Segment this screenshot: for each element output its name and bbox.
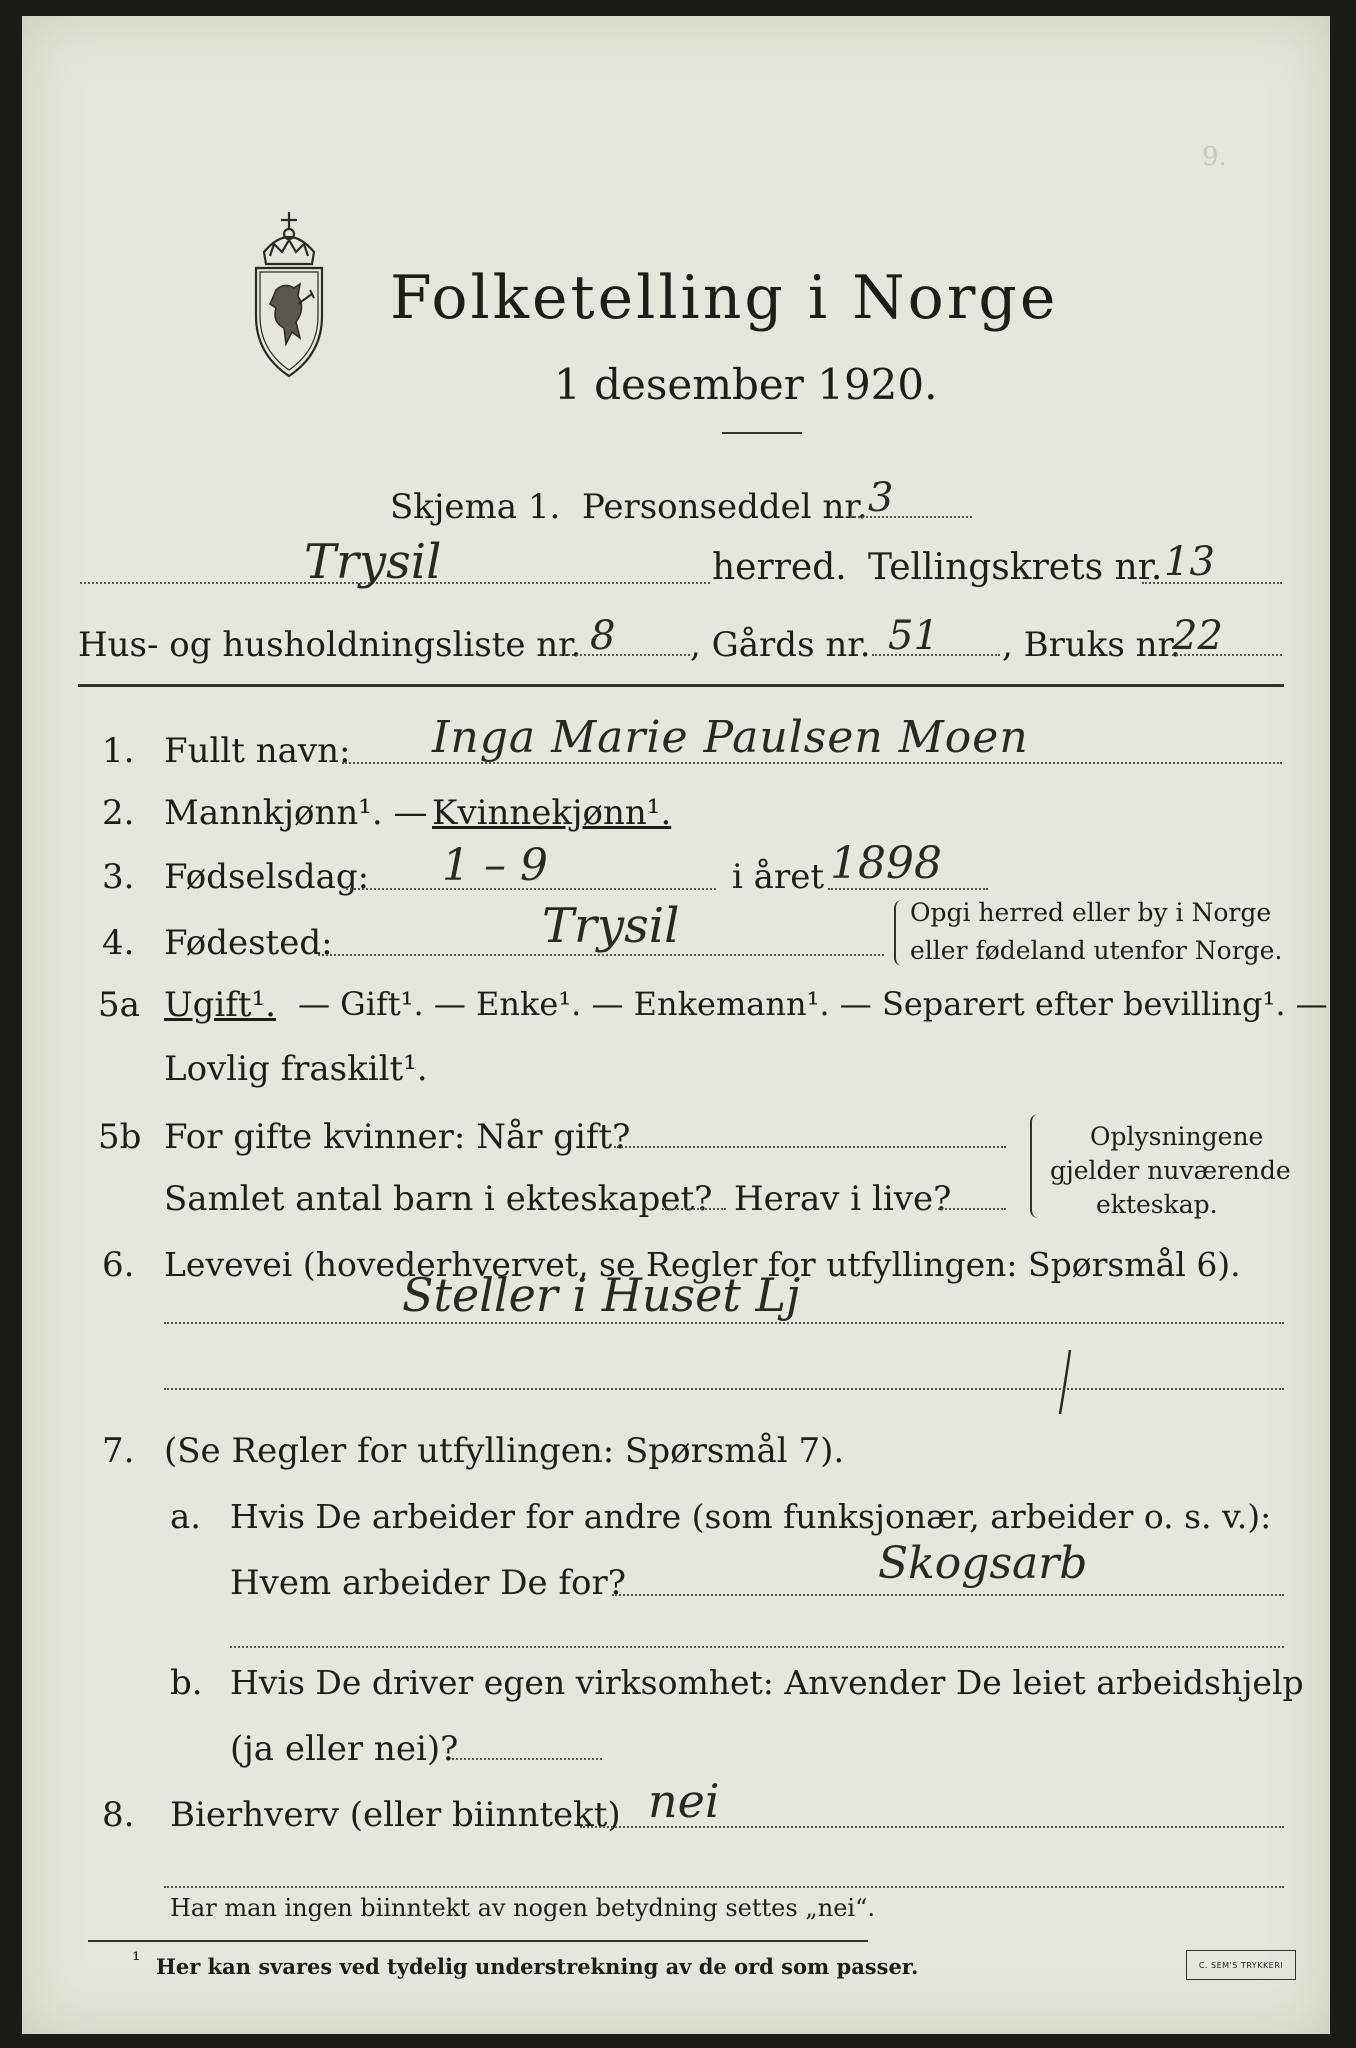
q8-number: 8. — [102, 1795, 135, 1835]
employer-value[interactable]: Skogsarb — [878, 1538, 1088, 1589]
form-title: Folketelling i Norge — [390, 263, 1059, 333]
q7b-text: Hvis De driver egen virksomhet: Anvender De leiet arbeidshjelp — [230, 1663, 1304, 1702]
q4-number: 4. — [102, 923, 135, 963]
herred-value[interactable]: Trysil — [304, 534, 442, 590]
q7a-letter: a. — [170, 1497, 202, 1537]
footnote-mark: ¹ — [132, 1948, 141, 1972]
census-form-sheet — [22, 16, 1330, 2034]
hired-help-label: (ja eller nei)? — [230, 1729, 459, 1769]
q7a-text: Hvis De arbeider for andre (som funksjonær, arbeider o. s. v.): — [230, 1497, 1272, 1536]
q6-label: Levevei (hovederhvervet, se Regler for utfyllingen: Spørsmål 6). — [164, 1245, 1241, 1284]
printer-stamp-text: C. SEM'S TRYKKERI — [1198, 1960, 1284, 1970]
birth-year-value[interactable]: 1898 — [830, 838, 942, 889]
civil-status-options[interactable]: — Gift¹. — Enke¹. — Enkemann¹. — Separert efter bevilling¹. — — [298, 985, 1328, 1023]
q4-label: Fødested: — [164, 923, 333, 963]
tellingskrets-label: Tellingskrets nr. — [868, 547, 1163, 588]
mannkjonn-option[interactable]: Mannkjønn¹. — — [164, 793, 428, 833]
q1-number: 1. — [102, 731, 135, 771]
census-date: 1 desember 1920. — [554, 360, 938, 409]
side-income-value[interactable]: nei — [648, 1774, 720, 1828]
ugift-option[interactable]: Ugift¹. — [164, 985, 276, 1025]
occupation-value[interactable]: Steller i Huset Lj — [402, 1268, 801, 1322]
husholdningsliste-label: Hus- og husholdningsliste nr. — [78, 625, 582, 665]
gards-label: , Gårds nr. — [690, 625, 871, 665]
tellingskrets-value[interactable]: 13 — [1164, 539, 1215, 585]
q7-number: 7. — [102, 1431, 135, 1471]
q2-number: 2. — [102, 793, 135, 833]
kvinnekjonn-option[interactable]: Kvinnekjønn¹. — [432, 793, 672, 833]
title-divider — [722, 432, 802, 434]
birthplace-note-1: Opgi herred eller by i Norge — [910, 898, 1272, 927]
herred-label: herred. — [712, 547, 847, 588]
employer-label: Hvem arbeider De for? — [230, 1563, 626, 1603]
pen-stroke-mark — [1056, 1348, 1074, 1418]
birthplace-value[interactable]: Trysil — [542, 898, 680, 954]
header-rule — [78, 684, 1284, 687]
children-count-label: Samlet antal barn i ekteskapet? — [164, 1179, 713, 1219]
year-label: i året — [732, 857, 824, 897]
q7-label: (Se Regler for utfyllingen: Spørsmål 7). — [164, 1431, 845, 1471]
birthplace-note-2: eller fødeland utenfor Norge. — [910, 936, 1283, 965]
q1-label: Fullt navn: — [164, 731, 351, 771]
q5a-number: 5a — [98, 985, 140, 1025]
schema-label: Skjema 1. — [390, 487, 561, 527]
marriage-note-3: ekteskap. — [1096, 1190, 1218, 1219]
q5b-number: 5b — [98, 1117, 142, 1157]
footnote-rule — [88, 1940, 868, 1942]
personseddel-value[interactable]: 3 — [868, 475, 894, 521]
married-when-label: For gifte kvinner: Når gift? — [164, 1117, 631, 1157]
q8-label: Bierhverv (eller biinntekt) — [170, 1795, 621, 1835]
side-income-note: Har man ingen biinntekt av nogen betydning settes „nei“. — [170, 1894, 875, 1922]
full-name-value[interactable]: Inga Marie Paulsen Moen — [432, 712, 1029, 763]
marriage-note-1: Oplysningene — [1090, 1122, 1264, 1151]
personseddel-label: Personseddel nr. — [582, 487, 868, 527]
gards-value[interactable]: 51 — [888, 613, 939, 659]
bruks-label: , Bruks nr. — [1002, 625, 1181, 665]
q3-number: 3. — [102, 857, 135, 897]
q6-number: 6. — [102, 1245, 135, 1285]
lovlig-fraskilt-option[interactable]: Lovlig fraskilt¹. — [164, 1049, 428, 1089]
birthday-value[interactable]: 1 – 9 — [442, 840, 548, 891]
children-alive-label: Herav i live? — [734, 1179, 952, 1219]
printer-stamp — [1186, 1950, 1296, 1980]
q7b-letter: b. — [170, 1663, 203, 1703]
bruks-value[interactable]: 22 — [1172, 613, 1223, 659]
husholdningsliste-value[interactable]: 8 — [590, 613, 616, 659]
marriage-note-2: gjelder nuværende — [1050, 1156, 1291, 1185]
coat-of-arms-icon — [234, 204, 344, 380]
q3-label: Fødselsdag: — [164, 857, 370, 897]
bleed-through-text: 9. — [1202, 142, 1227, 172]
footnote-text: Her kan svares ved tydelig understrekning av de ord som passer. — [156, 1954, 919, 1979]
